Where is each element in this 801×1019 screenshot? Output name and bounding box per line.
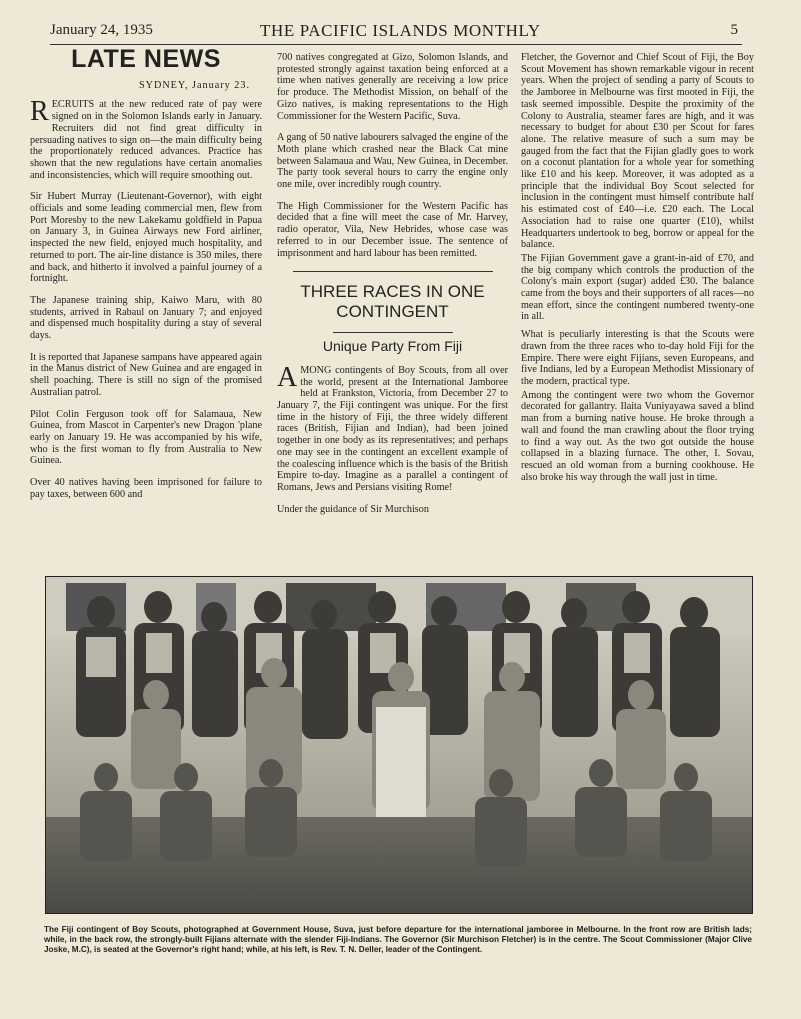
news-paragraph: 700 natives congregated at Gizo, Solomon Islands, and protested strongly against taxation being enforced at a time when natives generally are receiving a low price for produce. The Methodist Mission, on behalf of the Gizo natives, is making representations to the High Commissioner for the Western Pacific, Suva. <box>277 52 508 122</box>
group-photograph <box>45 576 753 914</box>
section-divider <box>293 271 493 272</box>
column-2 <box>277 52 508 515</box>
news-paragraph: The High Commissioner for the Western Pacific has decided that a fine will meet the case of Mr. Harvey, radio operator, Vila, New Hebrides, whose case was referred to in our December issue. The sentence of imprisonment and hard labour has been remitted. <box>277 200 508 259</box>
dateline: SYDNEY, January 23. <box>138 79 250 91</box>
photo-caption: The Fiji contingent of Boy Scouts, photographed at Government House, Suva, just before departure for the international jamboree in Melbourne. In the front row are British lads; while, in the back row, the strongly-built Fijians alternate with the slender Fiji-Indians. The Governor (Sir Murchison Fletcher) is in the centre. The Scout Commissioner (Major Clive Joske, M.C), is seated at the Governor's right hand; while, at his left, is Rev. T. N. Deller, leader of the Contingent. <box>44 925 752 954</box>
magazine-title: THE PACIFIC ISLANDS MONTHLY <box>260 21 541 40</box>
news-paragraph: RECRUITS at the new reduced rate of pay were signed on in the Solomon Islands early in January. Recruiters did not find great difficulty in persuading natives to sign on—the main difficulty being the proportionately reduced advances. Practice has shown that the new regulations have certain anomalies and inconsistencies, which will require smoothing out. <box>30 96 262 181</box>
article-paragraph: Under the guidance of Sir Murchison <box>277 503 429 515</box>
article-subhead: Unique Party From Fiji <box>322 338 463 355</box>
news-paragraph: A gang of 50 native labourers salvaged the engine of the Moth plane which crashed near the Black Cat mine between Salamaua and Wau, New Guinea, in December. The party took several hours to carry the engine only one mile, over incredibly rough country. <box>277 132 508 191</box>
issue-date: January 24, 1935 <box>50 22 153 38</box>
news-paragraph: Sir Hubert Murray (Lieutenant-Governor), with eight officials and some leading commercial men, flew from Port Moresby to the new Lakekamu goldfield in Papua on January 3, in Guinea Airways new Ford airliner, inspected the new field, enjoyed much hospitality, and returned to port. The air-line distance is 350 miles, there and back, and hitherto it involved a painful journey of a fortnight. <box>30 191 262 285</box>
article-paragraph: The Fijian Government gave a grant-in-aid of £70, and the big company which controls the production of the Colony's main export (sugar) added £30. The balance came from the boys and their supporters of all races—no mean effort, since the contingent numbered twenty-one in all. <box>521 252 754 323</box>
article-paragraph: What is peculiarly interesting is that the Scouts were drawn from the three races who to-day hold Fiji for the Empire. There were eight Fijians, seven Europeans, and five Indians, led by a European Methodist Missionary of the modern, practical type. <box>521 329 754 387</box>
news-paragraph: The Japanese training ship, Kaiwo Maru, with 80 students, arrived in Rabaul on January 7; and enjoyed and dispensed much hospitality during a stay of several days. <box>30 294 262 342</box>
column-3 <box>521 52 754 493</box>
page-number: 5 <box>730 22 738 38</box>
article-headline: THREE RACES IN ONE CONTINGENT <box>300 282 485 322</box>
article-paragraph: Among the contingent were two whom the Governor decorated for gallantry. Ilaita Vuniyayawa saved a blind man from a burning native house. He broke through a wall and found the man crawling about the floor trying to find a way out. As the two got outside the house collapsed in a blazing furnace. The other, I. Sovau, rescued an old woman from a burning cookhouse. He also broke his way through the wall just in time. <box>521 389 754 483</box>
article-paragraph: Fletcher, the Governor and Chief Scout of Fiji, the Boy Scout Movement has shown remarkable vigour in recent years. When the project of sending a party of Scouts to the Jamboree in Melbourne was first mooted in Fiji, the task seemed impossible. Despite the proximity of the Colony to Australia, steamer fares are high, and it was necessary to budget for about £30 per Scout for fares alone. The relative measure of such a sum may be gauged from the fact that the Fijian gladly goes to work on a coconut plantation for a whole year for something like £10 and his keep. Moreover, it was adopted as a principle that the individual Boy Scout selected for inclusion in the contingent must himself contribute half his estimated cost of £40—i.e. £20 each. The Local Association had to raise one quarter (£10), whilst Headquarters undertook to beg, borrow or appeal for the balance. <box>521 52 754 251</box>
news-paragraph: It is reported that Japanese sampans have appeared again in the Manus district of New Guinea and are engaged in shell poaching. There is still no sign of the promised Australian patrol. <box>30 351 262 398</box>
headline-divider <box>333 332 453 333</box>
running-header <box>50 22 742 45</box>
article-lead-paragraph: AMONG contingents of Boy Scouts, from all over the world, present at the International Jamboree held at Frankston, Victoria, from December 27 to January 7, the Fiji contingent was unique. For the first time in the history of Fiji, the three widely different races (British, Fijian and Indian), had been joined together in one body as its representatives; and perhaps one may see in the contingent an excellent example of the coalescing influence which is the basis of the British Empire to-day. Imagine as a parallel a contingent of Romans, Jews and Persians visiting Rome! <box>277 361 508 493</box>
late-news-heading: LATE NEWS <box>71 45 221 73</box>
drop-cap: R <box>30 96 49 128</box>
drop-cap: A <box>277 361 298 393</box>
photo-illustration <box>46 577 752 913</box>
news-paragraph: Over 40 natives having been imprisoned for failure to pay taxes, between 600 and <box>30 477 262 500</box>
news-paragraph: Pilot Colin Ferguson took off for Salamaua, New Guinea, from Mascot in Carpenter's new Dragon 'plane early on January 19. He was accompanied by his wife, who is the first woman to fly from Australia to New Guinea. <box>30 408 262 467</box>
column-1 <box>30 45 262 511</box>
